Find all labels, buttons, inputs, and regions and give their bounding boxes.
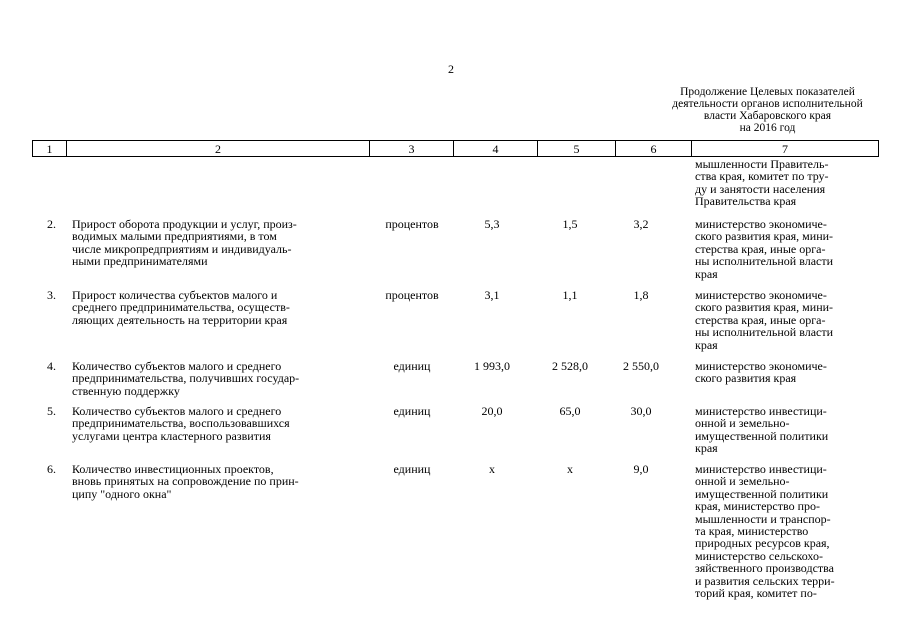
text-line: ляющих деятельность на территории края: [72, 312, 288, 327]
text-line: стерства края, иные орга-: [695, 312, 826, 327]
text-line: министерство экономиче-: [695, 288, 827, 302]
text-line: среднего предпринимательства, осуществ-: [72, 300, 290, 315]
value-col-6: 1,8: [633, 288, 649, 302]
value-col-4: 20,0: [481, 404, 503, 418]
text-line: ными предпринимателями: [72, 254, 208, 269]
column-header: 5: [538, 141, 616, 157]
text-line: числе микропредприятиям и индивидуаль-: [72, 241, 292, 256]
value-col-5: 65,0: [559, 404, 581, 418]
text-line: услугами центра кластерного развития: [72, 428, 271, 443]
column-header: 1: [33, 141, 67, 157]
text-line: стерства края, иные орга-: [695, 241, 826, 256]
text-line: и развития сельских терри-: [695, 573, 835, 588]
row-number: 2.: [47, 217, 56, 231]
column-header: 2: [67, 141, 370, 157]
text-line: Прирост количества субъектов малого и: [72, 288, 278, 302]
value-col-5: 1,5: [562, 217, 578, 231]
text-line: ду и занятости населения: [695, 181, 826, 196]
heading-line: власти Хабаровского края: [703, 110, 832, 122]
unit: единиц: [393, 359, 431, 373]
unit: процентов: [385, 217, 439, 231]
page-number: 2: [448, 62, 454, 76]
text-line: ственную поддержку: [72, 383, 180, 398]
heading-line: Продолжение Целевых показателей: [680, 86, 855, 98]
value-col-5: 1,1: [562, 288, 578, 302]
text-line: края: [695, 441, 718, 456]
responsible-body: [695, 218, 880, 280]
value-col-6: 2 550,0: [623, 359, 659, 373]
heading-line: на 2016 год: [739, 122, 796, 134]
text-line: края: [695, 266, 718, 281]
text-line: имущественной политики: [695, 486, 829, 501]
text-line: министерство сельскохо-: [695, 548, 823, 563]
text-line: Правительства края: [695, 194, 797, 209]
value-col-4: 1 993,0: [474, 359, 510, 373]
text-line: ны исполнительной власти: [695, 254, 834, 269]
text-line: ского развития края, мини-: [695, 300, 834, 315]
responsible-body: [695, 360, 880, 385]
text-line: Количество субъектов малого и среднего: [72, 359, 282, 373]
text-line: Прирост оборота продукции и услуг, произ-: [72, 217, 297, 231]
column-header: 4: [454, 141, 538, 157]
indicator-name: [72, 463, 372, 500]
text-line: та края, министерство: [695, 524, 809, 539]
value-col-6: 30,0: [630, 404, 652, 418]
unit: процентов: [385, 288, 439, 302]
text-line: ства края, комитет по тру-: [695, 169, 829, 184]
text-line: природных ресурсов края,: [695, 536, 830, 551]
value-col-6: 9,0: [633, 462, 649, 476]
indicator-name: [72, 360, 372, 397]
text-line: мышленности Правитель-: [695, 157, 829, 171]
value-col-5: 2 528,0: [552, 359, 588, 373]
text-line: министерство экономиче-: [695, 217, 827, 231]
text-line: зяйственного производства: [695, 561, 834, 576]
responsible-body: [695, 463, 880, 599]
responsible-body: [695, 405, 880, 455]
text-line: онной и земельно-: [695, 474, 790, 489]
text-line: ципу "одного окна": [72, 486, 172, 501]
responsible-body: [695, 289, 880, 351]
row-number: 5.: [47, 404, 56, 418]
text-line: министерство инвестици-: [695, 404, 827, 418]
unit: единиц: [393, 404, 431, 418]
text-line: предпринимательства, получивших государ-: [72, 371, 300, 386]
value-col-4: 3,1: [484, 288, 500, 302]
row-number: 4.: [47, 359, 56, 373]
text-line: ского развития края, мини-: [695, 229, 834, 244]
text-line: вновь принятых на сопровождение по прин-: [72, 474, 299, 489]
indicator-name: [72, 289, 372, 326]
text-line: торий края, комитет по-: [695, 586, 817, 601]
continuation-text: [695, 158, 880, 208]
indicator-name: [72, 405, 372, 442]
column-number-header: [32, 140, 879, 157]
column-header: 7: [692, 141, 879, 157]
text-line: края, министерство про-: [695, 499, 821, 514]
row-number: 3.: [47, 288, 56, 302]
value-col-4: 5,3: [484, 217, 500, 231]
text-line: ского развития края: [695, 371, 797, 386]
text-line: Количество субъектов малого и среднего: [72, 404, 282, 418]
text-line: министерство инвестици-: [695, 462, 827, 476]
text-line: предпринимательства, воспользовавшихся: [72, 416, 290, 431]
text-line: онной и земельно-: [695, 416, 790, 431]
row-number: 6.: [47, 462, 56, 476]
text-line: ны исполнительной власти: [695, 325, 834, 340]
column-header: 3: [370, 141, 454, 157]
value-col-4: x: [489, 462, 495, 476]
column-header: 6: [616, 141, 692, 157]
text-line: водимых малыми предприятиями, в том: [72, 229, 277, 244]
unit: единиц: [393, 462, 431, 476]
text-line: Количество инвестиционных проектов,: [72, 462, 274, 476]
indicator-name: [72, 218, 372, 268]
text-line: имущественной политики: [695, 428, 829, 443]
text-line: министерство экономиче-: [695, 359, 827, 373]
document-heading: [655, 86, 880, 134]
text-line: мышленности и транспор-: [695, 511, 831, 526]
value-col-5: x: [567, 462, 573, 476]
heading-line: деятельности органов исполнительной: [672, 98, 863, 110]
value-col-6: 3,2: [633, 217, 649, 231]
text-line: края: [695, 337, 718, 352]
